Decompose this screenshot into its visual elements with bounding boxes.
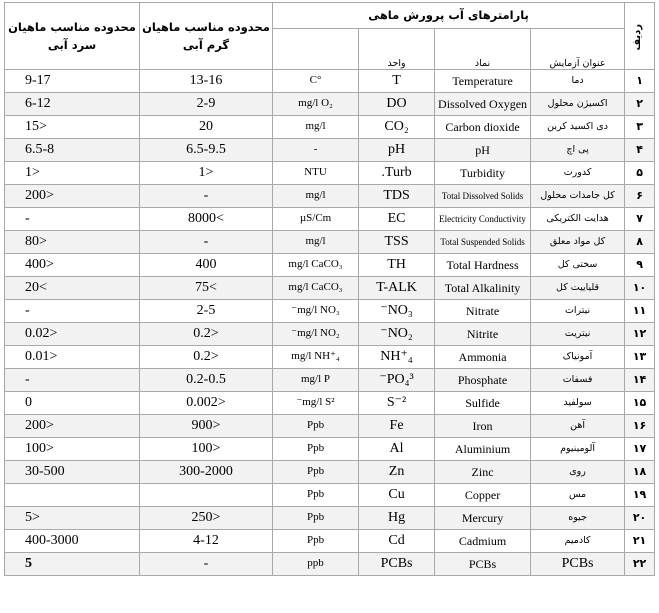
- table-row: [5, 461, 655, 484]
- row-number: ۲: [625, 93, 655, 116]
- table-row: [5, 507, 655, 530]
- cold-water-range: 30-500: [5, 461, 140, 484]
- row-number: ۱۳: [625, 346, 655, 369]
- unit: mg/l S²⁻: [273, 392, 359, 415]
- symbol: T-ALK: [359, 277, 435, 300]
- unit: µS/Cm: [273, 208, 359, 231]
- english-name: Phosphate: [435, 369, 531, 392]
- symbol: T: [359, 70, 435, 93]
- warm-water-range: [140, 484, 273, 507]
- unit: mg/l CaCO₃: [273, 254, 359, 277]
- warm-water-range: 2-9: [140, 93, 273, 116]
- row-number: ۱۴: [625, 369, 655, 392]
- table-row: [5, 254, 655, 277]
- table-row: [5, 139, 655, 162]
- cold-water-range: -: [5, 369, 140, 392]
- english-name: Dissolved Oxygen: [435, 93, 531, 116]
- unit: Ppb: [273, 438, 359, 461]
- symbol: S⁻²: [359, 392, 435, 415]
- persian-name: دما: [531, 70, 625, 93]
- symbol: Turb.: [359, 162, 435, 185]
- row-number: ۴: [625, 139, 655, 162]
- warm-water-range: 0.2-0.5: [140, 369, 273, 392]
- persian-name: قلیاییت کل: [531, 277, 625, 300]
- symbol: Cu: [359, 484, 435, 507]
- english-name: Sulfide: [435, 392, 531, 415]
- cold-water-range: <15: [5, 116, 140, 139]
- warm-water-range-header: محدوده مناسب ماهیان گرم آبی: [140, 3, 273, 70]
- cold-water-range: 9-17: [5, 70, 140, 93]
- row-number: ۱۷: [625, 438, 655, 461]
- english-name: Cadmium: [435, 530, 531, 553]
- cold-water-range: -: [5, 300, 140, 323]
- persian-name: نیتریت: [531, 323, 625, 346]
- cold-water-range: 400-3000: [5, 530, 140, 553]
- cold-water-range: >20: [5, 277, 140, 300]
- row-number: ۱: [625, 70, 655, 93]
- row-number: ۱۹: [625, 484, 655, 507]
- cold-water-range: <80: [5, 231, 140, 254]
- persian-name: آمونیاک: [531, 346, 625, 369]
- cold-water-range: <200: [5, 185, 140, 208]
- water-parameters-table: [4, 2, 655, 576]
- unit: ppb: [273, 553, 359, 576]
- row-number: ۲۲: [625, 553, 655, 576]
- english-name: Total Alkalinity: [435, 277, 531, 300]
- unit: NTU: [273, 162, 359, 185]
- row-number-header: ردیف: [625, 3, 655, 70]
- symbol: NO₂⁻: [359, 323, 435, 346]
- warm-water-range: >8000: [140, 208, 273, 231]
- english-name: Mercury: [435, 507, 531, 530]
- row-number: ۳: [625, 116, 655, 139]
- symbol: pH: [359, 139, 435, 162]
- row-number: ۹: [625, 254, 655, 277]
- unit: Ppb: [273, 415, 359, 438]
- unit: mg/l NO₃⁻: [273, 300, 359, 323]
- unit: mg/l NO₂⁻: [273, 323, 359, 346]
- cold-water-range: 6-12: [5, 93, 140, 116]
- warm-water-range: <0.2: [140, 323, 273, 346]
- table-row: [5, 346, 655, 369]
- english-name: Carbon dioxide: [435, 116, 531, 139]
- english-name: Total Suspended Solids: [435, 231, 531, 254]
- english-name: Ammonia: [435, 346, 531, 369]
- warm-water-range: -: [140, 231, 273, 254]
- english-name: Iron: [435, 415, 531, 438]
- cold-water-range: [5, 484, 140, 507]
- cold-water-range: <200: [5, 415, 140, 438]
- unit: Ppb: [273, 461, 359, 484]
- english-name: Copper: [435, 484, 531, 507]
- warm-water-range: <0.002: [140, 392, 273, 415]
- unit: mg/l: [273, 185, 359, 208]
- english-name: Nitrite: [435, 323, 531, 346]
- warm-water-range: 20: [140, 116, 273, 139]
- persian-name: پی اچ: [531, 139, 625, 162]
- row-number: ۱۵: [625, 392, 655, 415]
- english-name: Nitrate: [435, 300, 531, 323]
- symbol: EC: [359, 208, 435, 231]
- warm-water-range: -: [140, 553, 273, 576]
- warm-water-range: 4-12: [140, 530, 273, 553]
- symbol: CO₂: [359, 116, 435, 139]
- symbol: NO₃⁻: [359, 300, 435, 323]
- warm-water-range: 13-16: [140, 70, 273, 93]
- symbol: Al: [359, 438, 435, 461]
- symbol: Fe: [359, 415, 435, 438]
- warm-water-range: 300-2000: [140, 461, 273, 484]
- cold-water-range: 6.5-8: [5, 139, 140, 162]
- row-number: ۱۲: [625, 323, 655, 346]
- english-name: Temperature: [435, 70, 531, 93]
- persian-name: جیوه: [531, 507, 625, 530]
- table-row: [5, 553, 655, 576]
- unit: Ppb: [273, 530, 359, 553]
- row-number: ۲۱: [625, 530, 655, 553]
- warm-water-range: <250: [140, 507, 273, 530]
- table-row: [5, 185, 655, 208]
- table-row: [5, 415, 655, 438]
- warm-water-range: <0.2: [140, 346, 273, 369]
- persian-name: کدورت: [531, 162, 625, 185]
- persian-name: دی اکسید کربن: [531, 116, 625, 139]
- cold-water-range: 5: [5, 553, 140, 576]
- table-row: [5, 162, 655, 185]
- warm-water-range: >75: [140, 277, 273, 300]
- symbol: DO: [359, 93, 435, 116]
- symbol: TSS: [359, 231, 435, 254]
- cold-water-range: <0.02: [5, 323, 140, 346]
- warm-water-range: 6.5-9.5: [140, 139, 273, 162]
- table-row: [5, 70, 655, 93]
- warm-water-range: <100: [140, 438, 273, 461]
- persian-name: روی: [531, 461, 625, 484]
- unit: -: [273, 139, 359, 162]
- parameters-header: پارامترهای آب پرورش ماهی: [273, 3, 625, 29]
- symbol-header: نماد: [435, 29, 531, 70]
- unit: °C: [273, 70, 359, 93]
- table-row: [5, 438, 655, 461]
- english-name: pH: [435, 139, 531, 162]
- row-number: ۱۰: [625, 277, 655, 300]
- cold-water-range: 0: [5, 392, 140, 415]
- symbol: PO₄³⁻: [359, 369, 435, 392]
- table-row: [5, 231, 655, 254]
- row-number: ۵: [625, 162, 655, 185]
- persian-name: هدایت الکتریکی: [531, 208, 625, 231]
- row-number: ۱۱: [625, 300, 655, 323]
- unit: mg/l: [273, 116, 359, 139]
- table-row: [5, 93, 655, 116]
- row-number: ۸: [625, 231, 655, 254]
- table-row: [5, 530, 655, 553]
- persian-name: کادمیم: [531, 530, 625, 553]
- english-name: Aluminium: [435, 438, 531, 461]
- persian-name: آهن: [531, 415, 625, 438]
- warm-water-range: -: [140, 185, 273, 208]
- cold-water-range-header: محدوده مناسب ماهیان سرد آبی: [5, 3, 140, 70]
- persian-name: کل جامدات محلول: [531, 185, 625, 208]
- unit: mg/l O₂: [273, 93, 359, 116]
- symbol: Hg: [359, 507, 435, 530]
- symbol: TDS: [359, 185, 435, 208]
- english-name: Zinc: [435, 461, 531, 484]
- persian-name: سختی کل: [531, 254, 625, 277]
- table-row: [5, 484, 655, 507]
- english-name: PCBs: [435, 553, 531, 576]
- unit: mg/l CaCO₃: [273, 277, 359, 300]
- symbol: Zn: [359, 461, 435, 484]
- cold-water-range: <100: [5, 438, 140, 461]
- persian-name: PCBs: [531, 553, 625, 576]
- cold-water-range: <5: [5, 507, 140, 530]
- unit: mg/l: [273, 231, 359, 254]
- persian-name: نیترات: [531, 300, 625, 323]
- persian-name: کل مواد معلق: [531, 231, 625, 254]
- table-row: [5, 392, 655, 415]
- symbol: PCBs: [359, 553, 435, 576]
- unit: Ppb: [273, 484, 359, 507]
- persian-name: آلومینیوم: [531, 438, 625, 461]
- cold-water-range: <1: [5, 162, 140, 185]
- warm-water-range: <900: [140, 415, 273, 438]
- table-row: [5, 277, 655, 300]
- warm-water-range: 400: [140, 254, 273, 277]
- row-number: ۱۸: [625, 461, 655, 484]
- english-name: Total Hardness: [435, 254, 531, 277]
- warm-water-range: <1: [140, 162, 273, 185]
- table-row: [5, 323, 655, 346]
- row-number: ۷: [625, 208, 655, 231]
- row-number: ۶: [625, 185, 655, 208]
- cold-water-range: -: [5, 208, 140, 231]
- row-number: ۲۰: [625, 507, 655, 530]
- symbol: TH: [359, 254, 435, 277]
- cold-water-range: <0.01: [5, 346, 140, 369]
- unit: mg/l NH⁺₄: [273, 346, 359, 369]
- english-name: Total Dissolved Solids: [435, 185, 531, 208]
- warm-water-range: 2-5: [140, 300, 273, 323]
- english-name: Electricity Conductivity: [435, 208, 531, 231]
- table-row: [5, 369, 655, 392]
- persian-name: مس: [531, 484, 625, 507]
- table-row: [5, 300, 655, 323]
- english-name: Turbidity: [435, 162, 531, 185]
- persian-name: اکسیژن محلول: [531, 93, 625, 116]
- symbol: Cd: [359, 530, 435, 553]
- persian-name: سولفید: [531, 392, 625, 415]
- symbol: NH⁺₄: [359, 346, 435, 369]
- test-name-header: عنوان آزمایش: [531, 29, 625, 70]
- persian-name: فسفات: [531, 369, 625, 392]
- unit: mg/l P: [273, 369, 359, 392]
- row-number: ۱۶: [625, 415, 655, 438]
- table-row: [5, 116, 655, 139]
- unit-header: واحد: [359, 29, 435, 70]
- cold-water-range: <400: [5, 254, 140, 277]
- unit: Ppb: [273, 507, 359, 530]
- table-row: [5, 208, 655, 231]
